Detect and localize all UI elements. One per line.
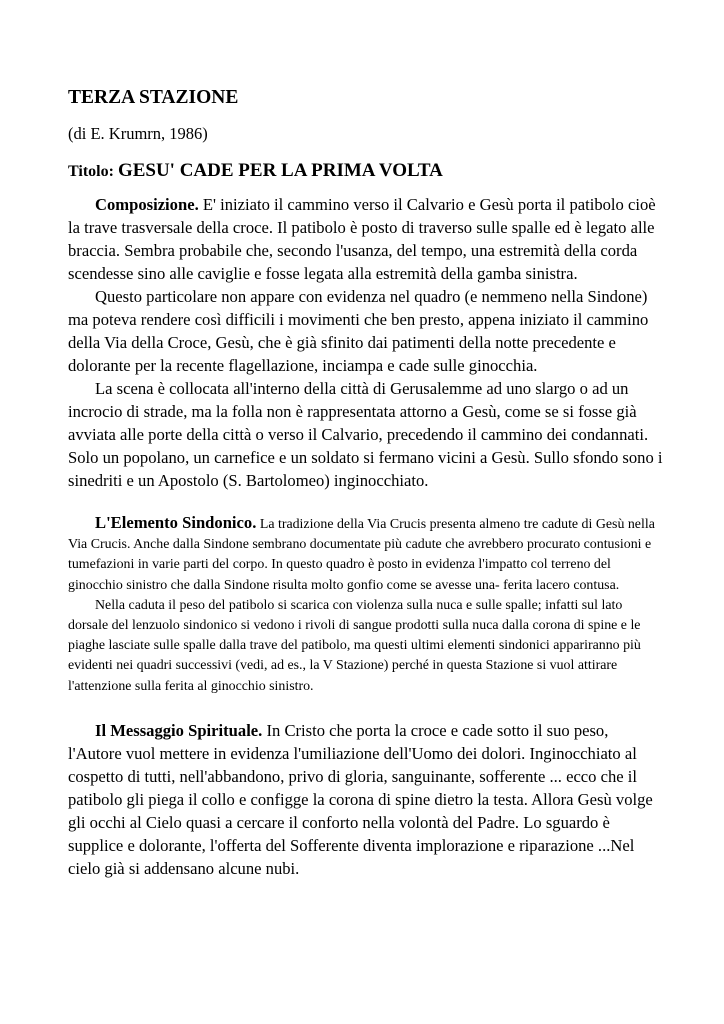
section-heading: Composizione. [95, 195, 199, 214]
section-messaggio-spirituale [68, 719, 664, 880]
section-elemento-sindonico [68, 513, 664, 697]
title-label: Titolo: [68, 163, 114, 180]
document-page [68, 84, 664, 880]
title-text: GESU' CADE PER LA PRIMA VOLTA [117, 160, 443, 181]
paragraph [68, 513, 664, 596]
artwork-title [68, 157, 664, 186]
author-line: (di E. Krumrn, 1986) [68, 124, 208, 143]
section-heading: L'Elemento Sindonico. [95, 513, 257, 532]
section-heading: Il Messaggio Spirituale. [95, 720, 263, 740]
paragraph-text: La tradizione della Via Crucis presenta almeno tre cadute di Gesù nella Via Crucis. Anche dalla Sindone sembrano documentate più cadute che avrebbero procurato contusioni e tumefazioni in varie parti del corpo. In questo quadro è posto in evidenza l'impatto col terreno del ginocchio sinistro che dalla Sindone risulta molto gonfio come se avesse una- ferita lacero contusa. [68, 517, 655, 593]
paragraph-text: E' iniziato il cammino verso il Calvario e Gesù porta il patibolo cioè la trave trasversale della croce. Il patibolo è posto di traverso sulle spalle ed è legato alle braccia. Sembra probabile che, secondo l'usanza, del tempo, una estremità della corda scendesse sino alle caviglie e fosse legata alla estremità della gamba sinistra. [68, 195, 656, 283]
section-composizione [68, 193, 664, 492]
paragraph: La scena è collocata all'interno della città di Gerusalemme ad uno slargo o ad un incrocio di strade, ma la folla non è rappresentata attorno a Gesù, come se si fosse già avviata alle porte della città o verso il Calvario, precedendo il cammino dei condannati. Solo un popolano, un carnefice e un soldato si fermano vicini a Gesù. Sullo sfondo sono i sinedriti e un Apostolo (S. Bartolomeo) inginocchiato. [68, 379, 663, 490]
station-title: TERZA STAZIONE [68, 87, 239, 108]
paragraph-text: In Cristo che porta la croce e cade sotto il suo peso, l'Autore vuol mettere in evidenza l'umiliazione dell'Uomo dei dolori. Inginocchiato al cospetto di tutti, nell'abbandono, privo di gloria, sanguinante, sofferente ... ecco che il patibolo gli piega il collo e configge la corona di spine dietro la testa. Allora Gesù volge gli occhi al Cielo quasi a cercare il conforto nella volontà del Padre. Lo sguardo è supplice e dolorante, l'offerta del Sofferente diventa implorazione e riparazione ...Nel cielo già si addensano alcune nubi. [68, 720, 653, 878]
paragraph: Questo particolare non appare con evidenza nel quadro (e nemmeno nella Sindone) ma poteva rendere così difficili i movimenti che ben presto, appena iniziato il cammino della Via della Croce, Gesù, che è già sfinito dai patimenti della notte precedente e dolorante per la recente flagellazione, inciampa e cade sulle ginocchia. [68, 287, 649, 375]
paragraph: Nella caduta il peso del patibolo si scarica con violenza sulla nuca e sulle spalle; infatti sul lato dorsale del lenzuolo sindonico si vedono i rivoli di sangue prodotti sulla nuca dalla corona di spine e le piaghe lasciate sulle spalle dalla trave del patibolo, ma questi ultimi elementi sindonici appariranno più evidenti nei quadri successivi (vedi, ad es., la V Stazione) perché in questa Stazione si vuol attirare l'attenzione sulla ferita al ginocchio sinistro. [68, 597, 641, 694]
paragraph [68, 719, 664, 880]
paragraph [68, 193, 664, 285]
